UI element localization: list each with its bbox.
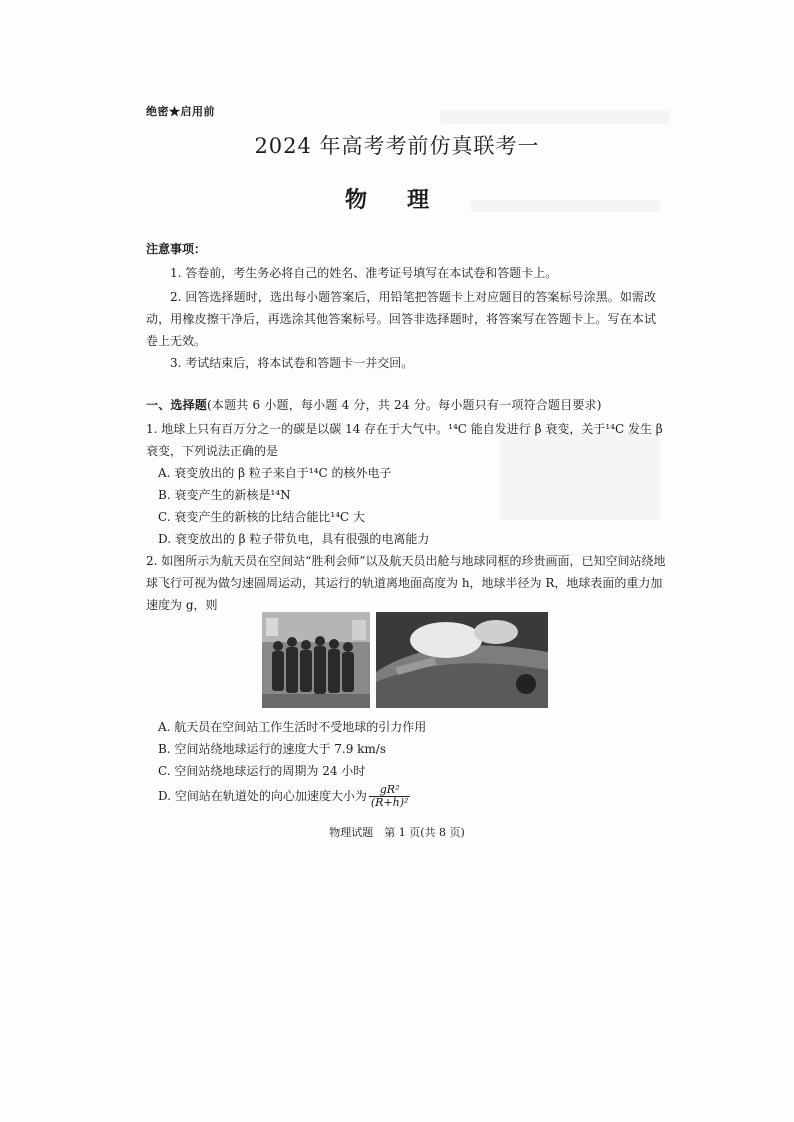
- acceleration-fraction: [369, 784, 411, 809]
- spacewalk-earth-photo: [376, 612, 548, 708]
- question-2-stem: 2. 如图所示为航天员在空间站“胜利会师”以及航天员出舱与地球同框的珍贵画面，已知空间站绕地球飞行可视为做匀速圆周运动，其运行的轨道离地面高度为 h，地球半径为 R，地球表面的重力加速度为 g，则: [146, 554, 666, 612]
- exam-title: 2024 年高考考前仿真联考一: [254, 134, 540, 158]
- question-1-option-b: B. 衰变产生的新核是¹⁴N: [158, 488, 291, 502]
- note-item-1: 1. 答卷前，考生务必将自己的姓名、准考证号填写在本试卷和答题卡上。: [170, 266, 558, 280]
- note-item-3: 3. 考试结束后，将本试卷和答题卡一并交回。: [170, 356, 414, 370]
- question-2-option-c: C. 空间站绕地球运行的周期为 24 小时: [158, 764, 366, 778]
- fraction-denominator: (R+h)²: [370, 796, 409, 809]
- option-d-text: D. 空间站在轨道处的向心加速度大小为: [158, 789, 367, 803]
- confidential-label: 绝密★启用前: [146, 105, 215, 118]
- notes-heading: 注意事项：: [146, 242, 207, 256]
- fraction-numerator: gR²: [369, 784, 411, 797]
- question-2-option-d: [158, 784, 410, 809]
- section-title: 一、选择题: [146, 398, 208, 412]
- question-1-option-a: A. 衰变放出的 β 粒子来自于¹⁴C 的核外电子: [158, 466, 392, 480]
- section-note: (本题共 6 小题，每小题 4 分，共 24 分。每小题只有一项符合题目要求): [207, 398, 602, 412]
- page-footer: 物理试题 第 1 页(共 8 页): [329, 826, 465, 839]
- question-1-option-d: D. 衰变放出的 β 粒子带负电，具有很强的电离能力: [158, 532, 430, 546]
- section-heading: [146, 396, 602, 413]
- subject-title: 物理: [344, 187, 469, 213]
- note-item-2: 2. 回答选择题时，选出每小题答案后，用铅笔把答题卡上对应题目的答案标号涂黑。如需改动，用橡皮擦干净后，再选涂其他答案标号。回答非选择题时，将答案写在答题卡上。写在本试卷上无效。: [146, 290, 656, 348]
- scan-shadow: [440, 110, 670, 124]
- question-1-option-c: C. 衰变产生的新核的比结合能比¹⁴C 大: [158, 510, 366, 524]
- question-2-option-a: A. 航天员在空间站工作生活时不受地球的引力作用: [158, 720, 427, 734]
- question-1-stem: 1. 地球上只有百万分之一的碳是以碳 14 存在于大气中。¹⁴C 能自发进行 β 衰变，关于¹⁴C 发生 β 衰变，下列说法正确的是: [146, 422, 663, 458]
- question-2-option-b: B. 空间站绕地球运行的速度大于 7.9 km/s: [158, 742, 387, 756]
- astronauts-group-photo: [262, 612, 370, 708]
